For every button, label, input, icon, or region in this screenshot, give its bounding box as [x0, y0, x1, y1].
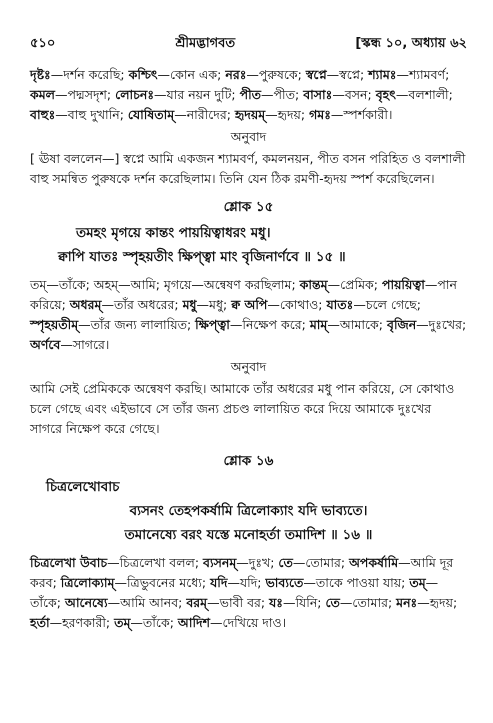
translation-14: [ ঊষা বললেন—] স্বপ্নে আমি একজন শ্যামবর্ণ, কমলনয়ন, পীত বসন পরিহিত ও বলশালী বাহু সমন্বিত পুরুষকে দর্শন করেছিলাম। তিনি যেন ঠিক রমণী-হৃদয় স্পর্শ করেছিলেন।: [30, 151, 466, 186]
verse-16-line-2: তমানেষ্যে বরং যস্তে মনোহর্তা তমাদিশ ॥ ১৬ ॥: [124, 527, 373, 543]
verse-15-line-1: তমহং মৃগয়ে কান্তং পায়য়িত্বাধরং মধু।: [76, 225, 271, 241]
book-title: শ্রীমদ্ভাগবত: [175, 36, 236, 51]
page-number: ৫১০: [30, 36, 56, 51]
synonyms-block-16: চিত্রলেখা উবাচ—চিত্রলেখা বলল; ব্যসনম্—দুঃখ; তে—তোমার; অপকর্ষামি—আমি দূর করব; ত্রিলোক্যাম্—ত্রিভুবনের মধ্যে; যদি—যদি; ভাব্যতে—তাকে পাওয়া যায়; তম্—তাঁকে; আনেষ্যে—আমি আনব; বরম্—ভাবী বর; যঃ—যিনি; তে—তোমার; মনঃ—হৃদয়; হর্তা—হরণকারী; তম্—তাঁকে; আদিশ—দেখিয়ে দাও।: [30, 555, 458, 630]
sloka-heading-16: শ্লোক ১৬: [223, 453, 274, 469]
verse-15-line-2: ক্বাপি যাতঃ স্পৃহয়তীং ক্ষিপ্ত্বা মাং বৃজিনার্ণবে ॥ ১৫ ॥: [58, 249, 346, 265]
translation-heading-15: অনুবাদ: [230, 359, 267, 374]
synonyms-block-15: তম্—তাঁকে; অহম্—আমি; মৃগয়ে—অন্বেষণ করছিলাম; কান্তম্—প্রেমিক; পায়য়িত্বা—পান করিয়ে; অধরম্—তাঁর অধরের; মধু—মধু; ক্ব অপি—কোথাও; যাতঃ—চলে গেছে; স্পৃহয়তীম্—তাঁর জন্য লালায়িত; ক্ষিপ্ত্বা—নিক্ষেপ করে; মাম্—আমাকে; বৃজিন—দুঃখের; অর্ণবে—সাগরে।: [30, 277, 467, 352]
sloka-heading-15: শ্লোক ১৫: [223, 199, 274, 215]
synonyms-block-14: দৃষ্টঃ—দর্শন করেছি; কশ্চিৎ—কোন এক; নরঃ—পুরুষকে; স্বপ্নে—স্বপ্নে; শ্যামঃ—শ্যামবর্ণ; কমল—পদ্মসদৃশ; লোচনঃ—যার নয়ন দুটি; পীত—পীত; বাসাঃ—বসন; বৃহৎ—বলশালী; বাহুঃ—বাহু দুখানি; যোষিতাম্—নারীদের; হৃদয়ম্—হৃদয়; গমঃ—স্পর্শকারী।: [30, 67, 453, 122]
chapter-reference: [স্কন্ধ ১০, অধ্যায় ৬২: [355, 36, 467, 51]
verse-16-speaker: চিত্রলেখোবাচ: [46, 479, 120, 495]
translation-15: আমি সেই প্রেমিককে অন্বেষণ করছি। আমাকে তাঁর অধরের মধু পান করিয়ে, সে কোথাও চলে গেছে এবং এইভাবে সে তাঁর জন্য প্রচণ্ড লালায়িত করে দিয়ে আমাকে দুঃখের সাগরে নিক্ষেপ করে গেছে।: [30, 381, 455, 436]
page-header: [30, 34, 467, 55]
verse-16-line-1: ব্যসনং তেহপকর্ষামি ত্রিলোক্যাং যদি ভাব্যতে।: [129, 503, 368, 519]
translation-heading-14: অনুবাদ: [230, 129, 267, 144]
